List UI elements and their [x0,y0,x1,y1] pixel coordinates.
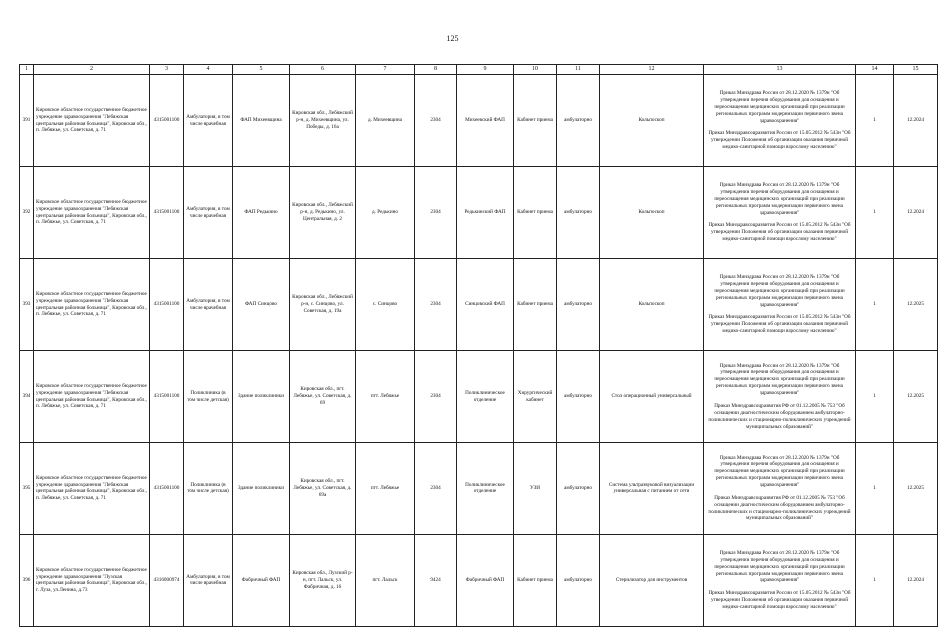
regulation-cell [704,259,856,351]
regulation-paragraph: Приказ Минздрава России от 28.12.2020 № 1379н "Об утверждении перечня оборудования для оснащения и переоснащения медицинских организаций при реализации региональных программ модернизации первичного звена здравоохранения" [714,550,845,584]
organization-name-cell: Кировское областное государственное бюджетное учреждение здравоохранения "Лузская центральная районная больница", Кировская обл., г. Луза, ул.Ленина, д.73 [34,534,150,626]
inn-cell: 4316000974 [150,534,184,626]
column-number: 1 [20,65,34,75]
equipment-name-cell: Стерилизатор для инструментов [600,534,704,626]
oktmo-code-cell: 2304 [415,351,457,443]
page-number: 125 [446,34,459,43]
regulation-paragraph: Приказ Минздравсоцразвития России от 15.05.2012 № 543н "Об утверждении Положения об организации оказания первичной медико-санитарной помощи взрослому населению" [708,130,851,151]
regulation-paragraph: Приказ Минздрава России от 28.12.2020 № 1379н "Об утверждении перечня оборудования для оснащения и переоснащения медицинских организаций при реализации региональных программ модернизации первичного звена здравоохранения" [714,454,845,489]
building-name-cell: ФАП Синцово [233,259,290,351]
column-number: 11 [557,65,600,75]
building-name-cell: ФАП Редькино [233,167,290,259]
care-condition-cell: амбулаторно [557,351,600,443]
organization-name-cell: Кировское областное государственное бюджетное учреждение здравоохранения "Лебяжская центральная районная больница", Кировская обл., п. Лебяжье, ул. Советская, д. 71 [34,259,150,351]
delivery-date-cell: 12.2025 [894,442,938,534]
inn-cell: 4315001100 [150,167,184,259]
department-cell: Редькинский ФАП [457,167,514,259]
regulation-cell [704,351,856,443]
oktmo-code-cell: 9424 [415,534,457,626]
quantity-cell: 1 [856,167,894,259]
address-cell: Кировская обл., Лебяжский р-н, с. Синцово, ул. Советская, д. 19а [290,259,356,351]
facility-type-cell: Амбулатория, в том числе врачебная [184,534,233,626]
column-number: 5 [233,65,290,75]
department-cell: Поликлиническое отделение [457,442,514,534]
column-number: 10 [514,65,557,75]
care-condition-cell: амбулаторно [557,534,600,626]
settlement-cell: д. Михеевщина [356,75,415,167]
building-name-cell: ФАП Михеевщина [233,75,290,167]
facility-type-cell: Амбулатория, в том числе врачебная [184,167,233,259]
row-number-cell: 392 [20,167,34,259]
building-name-cell: Здание поликлиники [233,351,290,443]
column-number: 3 [150,65,184,75]
facility-type-cell: Поликлиника (в том числе детская) [184,351,233,443]
column-number: 8 [415,65,457,75]
regulation-paragraph: Приказ Минздравсоцразвития РФ от 01.12.2005 № 753 "Об оснащении диагностическим оборудованием амбулаторно-поликлинических и стационарно-поликлинических учреждений муниципальных образований" [708,402,851,430]
regulation-cell [704,75,856,167]
room-cell: Кабинет приема [514,167,557,259]
regulation-paragraph: Приказ Минздравсоцразвития России от 15.05.2012 № 543н "Об утверждении Положения об организации оказания первичной медико-санитарной помощи взрослому населению" [708,222,851,243]
settlement-cell: пгт. Лебяжье [356,442,415,534]
row-number-cell: 391 [20,75,34,167]
department-cell: Фабричный ФАП [457,534,514,626]
equipment-register-table [19,64,938,627]
oktmo-code-cell: 2304 [415,259,457,351]
organization-name-cell: Кировское областное государственное бюджетное учреждение здравоохранения "Лебяжская центральная районная больница", Кировская обл., п. Лебяжье, ул. Советская, д. 71 [34,442,150,534]
building-name-cell: Здание поликлиники [233,442,290,534]
table-row [20,259,938,351]
quantity-cell: 1 [856,351,894,443]
row-number-cell: 395 [20,442,34,534]
care-condition-cell: амбулаторно [557,442,600,534]
address-cell: Кировская обл., пгт. Лебяжье, ул. Советская, д. 69а [290,442,356,534]
regulation-paragraph: Приказ Минздрава России от 28.12.2020 № 1379н "Об утверждении перечня оборудования для оснащения и переоснащения медицинских организаций при реализации региональных программ модернизации первичного звена здравоохранения" [714,274,845,308]
table-row [20,75,938,167]
column-number: 4 [184,65,233,75]
column-number: 14 [856,65,894,75]
organization-name-cell: Кировское областное государственное бюджетное учреждение здравоохранения "Лебяжская центральная районная больница", Кировская обл., п. Лебяжье, ул. Советская, д. 71 [34,75,150,167]
delivery-date-cell: 12.2024 [894,75,938,167]
room-cell: Хирургический кабинет [514,351,557,443]
room-cell: УЗИ [514,442,557,534]
regulation-cell [704,442,856,534]
regulation-cell [704,167,856,259]
equipment-name-cell: Кольпоскоп [600,75,704,167]
inn-cell: 4315001100 [150,442,184,534]
column-number: 13 [704,65,856,75]
quantity-cell: 1 [856,75,894,167]
inn-cell: 4315001100 [150,351,184,443]
facility-type-cell: Амбулатория, в том числе врачебная [184,259,233,351]
settlement-cell: с. Синцово [356,259,415,351]
address-cell: Кировская обл., пгт. Лебяжье, ул. Советская, д. 69 [290,351,356,443]
column-number: 6 [290,65,356,75]
room-cell: Кабинет приема [514,259,557,351]
quantity-cell: 1 [856,534,894,626]
delivery-date-cell: 12.2025 [894,351,938,443]
organization-name-cell: Кировское областное государственное бюджетное учреждение здравоохранения "Лебяжская центральная районная больница", Кировская обл., п. Лебяжье, ул. Советская, д. 71 [34,351,150,443]
delivery-date-cell: 12.2024 [894,534,938,626]
equipment-name-cell: Стол операционный универсальный [600,351,704,443]
oktmo-code-cell: 2304 [415,75,457,167]
regulation-paragraph: Приказ Минздрава России от 28.12.2020 № 1379н "Об утверждении перечня оборудования для оснащения и переоснащения медицинских организаций при реализации региональных программ модернизации первичного звена здравоохранения" [714,90,845,124]
table-row [20,167,938,259]
regulation-paragraph: Приказ Минздравсоцразвития России от 15.05.2012 № 543н "Об утверждении Положения об организации оказания первичной медико-санитарной помощи взрослому населению" [708,590,851,611]
oktmo-code-cell: 2304 [415,167,457,259]
column-number: 15 [894,65,938,75]
equipment-name-cell: Кольпоскоп [600,167,704,259]
table-row [20,534,938,626]
building-name-cell: Фабричный ФАП [233,534,290,626]
regulation-paragraph: Приказ Минздрава России от 28.12.2020 № 1379н "Об утверждении перечня оборудования для оснащения и переоснащения медицинских организаций при реализации региональных программ модернизации первичного звена здравоохранения" [714,362,845,397]
inn-cell: 4315001100 [150,259,184,351]
settlement-cell: пгт. Лальск [356,534,415,626]
column-number: 12 [600,65,704,75]
delivery-date-cell: 12.2025 [894,259,938,351]
care-condition-cell: амбулаторно [557,167,600,259]
room-cell: Кабинет приема [514,534,557,626]
address-cell: Кировская обл., Лузский р-н, пгт. Лальск, ул. Фабричная, д. 16 [290,534,356,626]
column-number: 9 [457,65,514,75]
address-cell: Кировская обл., Лебяжский р-н, д. Редькино, ул. Центральная, д. 2 [290,167,356,259]
organization-name-cell: Кировское областное государственное бюджетное учреждение здравоохранения "Лебяжская центральная районная больница", Кировская обл., п. Лебяжье, ул. Советская, д. 71 [34,167,150,259]
address-cell: Кировская обл., Лебяжский р-н, д. Михеевщина, ул. Победы, д. 16а [290,75,356,167]
row-number-cell: 394 [20,351,34,443]
quantity-cell: 1 [856,442,894,534]
regulation-paragraph: Приказ Минздравсоцразвития России от 15.05.2012 № 543н "Об утверждении Положения об организации оказания первичной медико-санитарной помощи взрослому населению" [708,314,851,335]
row-number-cell: 396 [20,534,34,626]
delivery-date-cell: 12.2024 [894,167,938,259]
quantity-cell: 1 [856,259,894,351]
facility-type-cell: Поликлиника (в том числе детская) [184,442,233,534]
equipment-name-cell: Система ультразвуковой визуализации универсальная с питанием от сети [600,442,704,534]
table-row [20,351,938,443]
column-number: 7 [356,65,415,75]
care-condition-cell: амбулаторно [557,75,600,167]
oktmo-code-cell: 2304 [415,442,457,534]
department-cell: Михеевский ФАП [457,75,514,167]
regulation-cell [704,534,856,626]
regulation-paragraph: Приказ Минздрава России от 28.12.2020 № 1379н "Об утверждении перечня оборудования для оснащения и переоснащения медицинских организаций при реализации региональных программ модернизации первичного звена здравоохранения" [714,182,845,216]
equipment-name-cell: Кольпоскоп [600,259,704,351]
settlement-cell: пгт. Лебяжье [356,351,415,443]
department-cell: Синцовский ФАП [457,259,514,351]
facility-type-cell: Амбулатория, в том числе врачебная [184,75,233,167]
room-cell: Кабинет приема [514,75,557,167]
column-number: 2 [34,65,150,75]
regulation-paragraph: Приказ Минздравсоцразвития РФ от 01.12.2005 № 753 "Об оснащении диагностическим оборудованием амбулаторно-поликлинических и стационарно-поликлинических учреждений муниципальных образований" [708,494,851,522]
row-number-cell: 393 [20,259,34,351]
department-cell: Поликлиническое отделение [457,351,514,443]
settlement-cell: д. Редькино [356,167,415,259]
column-number-row [20,65,938,75]
table-row [20,442,938,534]
care-condition-cell: амбулаторно [557,259,600,351]
inn-cell: 4315001100 [150,75,184,167]
